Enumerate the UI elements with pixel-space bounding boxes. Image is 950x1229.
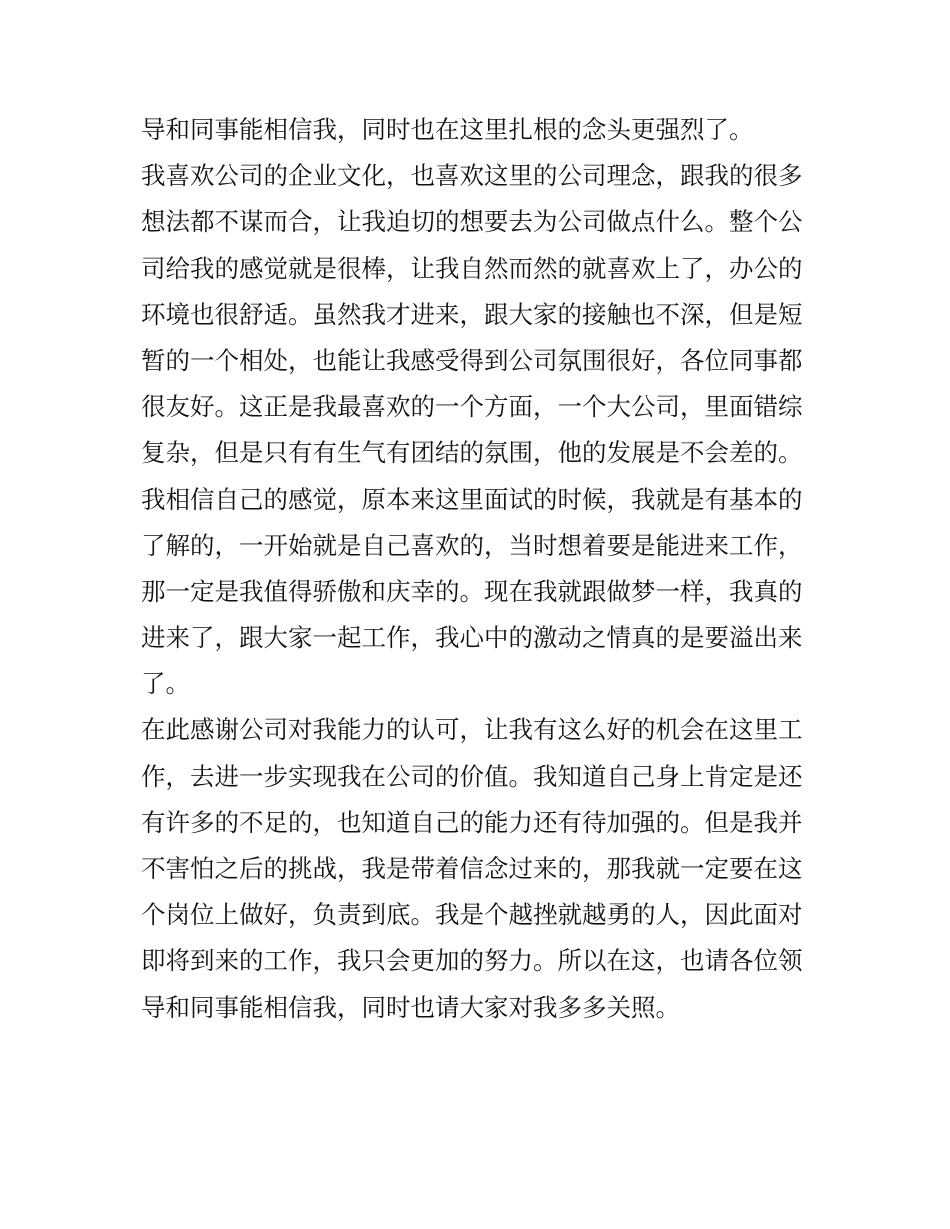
text-line: 想法都不谋而合，让我迫切的想要去为公司做点什么。整个公: [141, 207, 803, 237]
text-line: 司给我的感觉就是很棒，让我自然而然的就喜欢上了，办公的: [141, 253, 803, 283]
text-line: 了。: [141, 669, 190, 699]
text-line: 不害怕之后的挑战，我是带着信念过来的，那我就一定要在这: [141, 854, 803, 883]
text-line: 我喜欢公司的企业文化，也喜欢这里的公司理念，跟我的很多: [141, 161, 803, 191]
text-line: 复杂，但是只有有生气有团结的氛围，他的发展是不会差的。: [141, 438, 803, 468]
text-line: 在此感谢公司对我能力的认可，让我有这么好的机会在这里工: [141, 715, 803, 745]
text-line: 即将到来的工作，我只会更加的努力。所以在这，也请各位领: [141, 946, 803, 976]
text-line: 个岗位上做好，负责到底。我是个越挫就越勇的人，因此面对: [141, 900, 803, 930]
text-line: 导和同事能相信我，同时也请大家对我多多关照。: [141, 992, 680, 1022]
text-line: 了解的，一开始就是自己喜欢的，当时想着要是能进来工作，: [141, 530, 803, 560]
text-line: 环境也很舒适。虽然我才进来，跟大家的接触也不深，但是短: [141, 299, 803, 329]
document-body: [141, 107, 831, 1031]
text-line: 导和同事能相信我，同时也在这里扎根的念头更强烈了。: [141, 115, 754, 144]
text-line: 作，去进一步实现我在公司的价值。我知道自己身上肯定是还: [141, 761, 803, 791]
text-line: 有许多的不足的，也知道自己的能力还有待加强的。但是我并: [141, 807, 803, 837]
text-line: 我相信自己的感觉，原本来这里面试的时候，我就是有基本的: [141, 484, 803, 514]
text-line: 暂的一个相处，也能让我感受得到公司氛围很好，各位同事都: [141, 345, 803, 375]
text-line: 那一定是我值得骄傲和庆幸的。现在我就跟做梦一样，我真的: [141, 576, 803, 606]
text-line: 很友好。这正是我最喜欢的一个方面，一个大公司，里面错综: [141, 392, 803, 422]
text-line: 进来了，跟大家一起工作，我心中的激动之情真的是要溢出来: [141, 623, 803, 653]
